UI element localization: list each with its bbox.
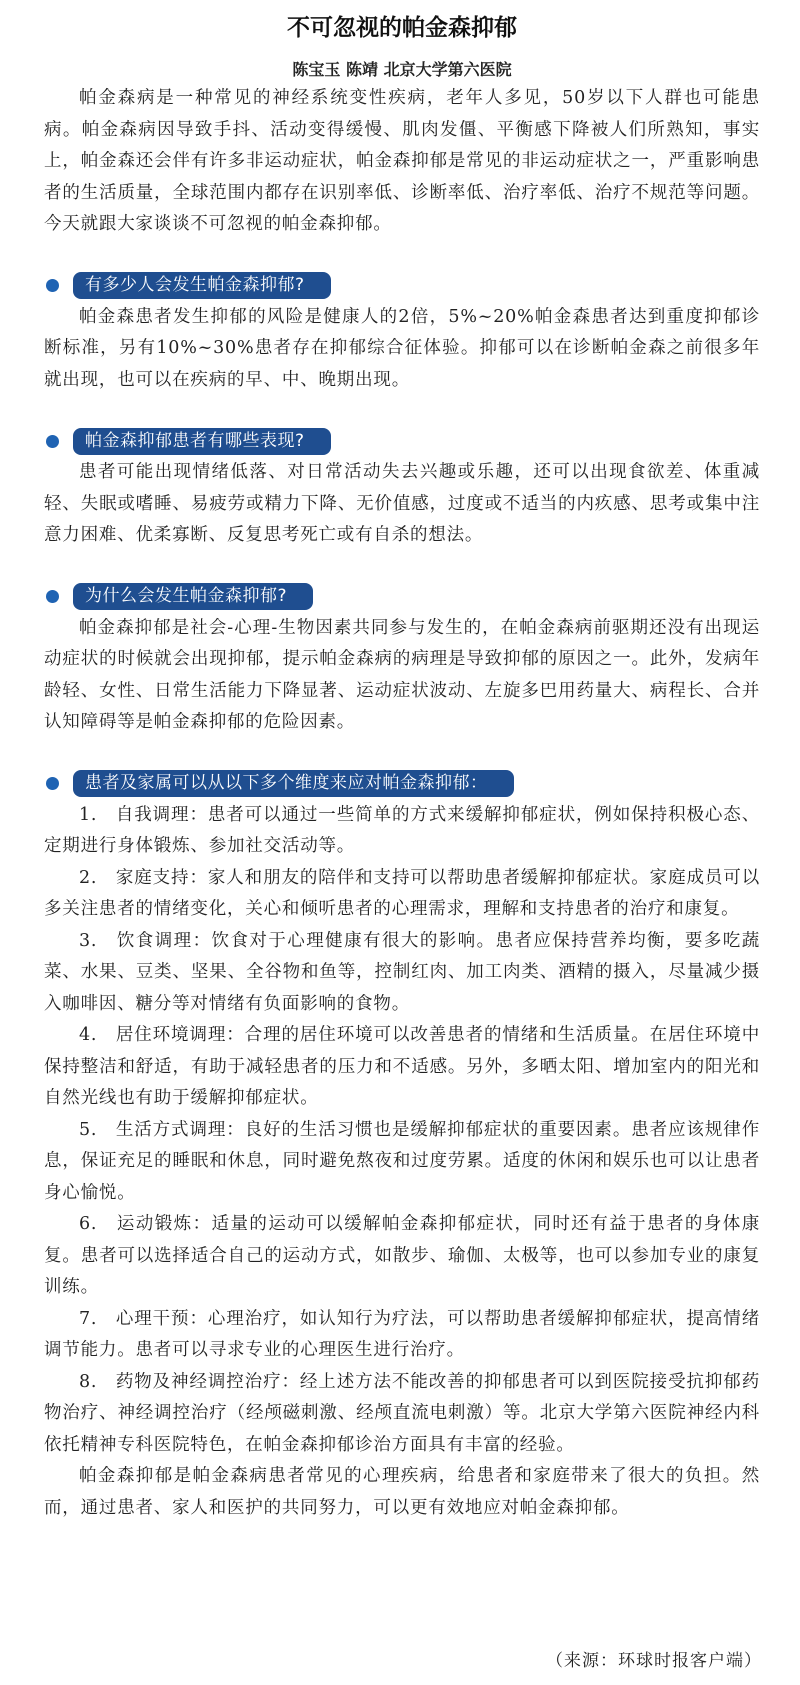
section-coping <box>44 769 760 1525</box>
coping-item-environment: 4. 居住环境调理：合理的居住环境可以改善患者的情绪和生活质量。在居住环境中保持整洁和舒适，有助于减轻患者的压力和不适感。另外，多晒太阳、增加室内的阳光和自然光线也有助于缓解抑郁症状。 <box>44 1025 760 1108</box>
bullet-icon <box>46 279 59 292</box>
article-title: 不可忽视的帕金森抑郁 <box>287 15 517 41</box>
conclusion-paragraph: 帕金森抑郁是帕金森病患者常见的心理疾病，给患者和家庭带来了很大的负担。然而，通过患者、家人和医护的共同努力，可以更有效地应对帕金森抑郁。 <box>44 1466 760 1518</box>
bullet-icon <box>46 590 59 603</box>
intro-paragraph: 帕金森病是一种常见的神经系统变性疾病，老年人多见，50岁以下人群也可能患病。帕金森病因导致手抖、活动变得缓慢、肌肉发僵、平衡感下降被人们所熟知，事实上，帕金森还会伴有许多非运动症状，帕金森抑郁是常见的非运动症状之一，严重影响患者的生活质量，全球范围内都存在识别率低、诊断率低、治疗率低、治疗不规范等问题。今天就跟大家谈谈不可忽视的帕金森抑郁。 <box>44 88 760 234</box>
coping-item-lifestyle: 5. 生活方式调理：良好的生活习惯也是缓解抑郁症状的重要因素。患者应该规律作息，保证充足的睡眠和休息，同时避免熬夜和过度劳累。适度的休闲和娱乐也可以让患者身心愉悦。 <box>44 1119 760 1203</box>
section-heading-row <box>44 582 760 612</box>
section-heading: 帕金森抑郁患者有哪些表现? <box>73 428 331 455</box>
section-heading: 患者及家属可以从以下多个维度来应对帕金森抑郁： <box>73 770 514 797</box>
section-causes <box>44 582 760 739</box>
section-heading: 有多少人会发生帕金森抑郁? <box>73 272 331 299</box>
section-symptoms <box>44 426 760 552</box>
coping-item-self-care: 1. 自我调理：患者可以通过一些简单的方式来缓解抑郁症状，例如保持积极心态、定期进行身体锻炼、参加社交活动等。 <box>44 804 760 856</box>
section-heading-row <box>44 271 760 301</box>
section-prevalence <box>44 271 760 397</box>
coping-item-exercise: 6. 运动锻炼：适量的运动可以缓解帕金森抑郁症状，同时还有益于患者的身体康复。患者可以选择适合自己的运动方式，如散步、瑜伽、太极等，也可以参加专业的康复训练。 <box>44 1214 760 1297</box>
section-paragraph: 患者可能出现情绪低落、对日常活动失去兴趣或乐趣，还可以出现食欲差、体重减轻、失眠或嗜睡、易疲劳或精力下降、无价值感，过度或不适当的内疚感、思考或集中注意力困难、优柔寡断、反复思考死亡或有自杀的想法。 <box>44 462 760 545</box>
article-byline: 陈宝玉 陈靖 北京大学第六医院 <box>292 60 512 79</box>
coping-item-family-support: 2. 家庭支持：家人和朋友的陪伴和支持可以帮助患者缓解抑郁症状。家庭成员可以多关注患者的情绪变化，关心和倾听患者的心理需求，理解和支持患者的治疗和康复。 <box>44 867 760 919</box>
section-paragraph: 帕金森患者发生抑郁的风险是健康人的2倍，5%~20%帕金森患者达到重度抑郁诊断标准，另有10%~30%患者存在抑郁综合征体验。抑郁可以在诊断帕金森之前很多年就出现，也可以在疾病的早、中、晚期出现。 <box>44 306 760 390</box>
coping-item-diet: 3. 饮食调理：饮食对于心理健康有很大的影响。患者应保持营养均衡，要多吃蔬菜、水果、豆类、坚果、全谷物和鱼等，控制红肉、加工肉类、酒精的摄入，尽量减少摄入咖啡因、糖分等对情绪有负面影响的食物。 <box>44 930 760 1014</box>
coping-item-medication: 8. 药物及神经调控治疗：经上述方法不能改善的抑郁患者可以到医院接受抗抑郁药物治疗、神经调控治疗（经颅磁刺激、经颅直流电刺激）等。北京大学第六医院神经内科依托精神专科医院特色，在帕金森抑郁诊治方面具有丰富的经验。 <box>44 1371 760 1455</box>
bullet-icon <box>46 435 59 448</box>
source-note: （来源：环球时报客户端） <box>546 1651 762 1671</box>
coping-item-psychological: 7. 心理干预：心理治疗，如认知行为疗法，可以帮助患者缓解抑郁症状，提高情绪调节能力。患者可以寻求专业的心理医生进行治疗。 <box>44 1308 760 1360</box>
bullet-icon <box>46 777 59 790</box>
section-heading: 为什么会发生帕金森抑郁? <box>73 583 313 610</box>
section-paragraph: 帕金森抑郁是社会-心理-生物因素共同参与发生的，在帕金森病前驱期还没有出现运动症状的时候就会出现抑郁，提示帕金森病的病理是导致抑郁的原因之一。此外，发病年龄轻、女性、日常生活能力下降显著、运动症状波动、左旋多巴用药量大、病程长、合并认知障碍等是帕金森抑郁的危险因素。 <box>44 617 760 732</box>
section-heading-row <box>44 426 760 456</box>
section-heading-row <box>44 769 760 799</box>
